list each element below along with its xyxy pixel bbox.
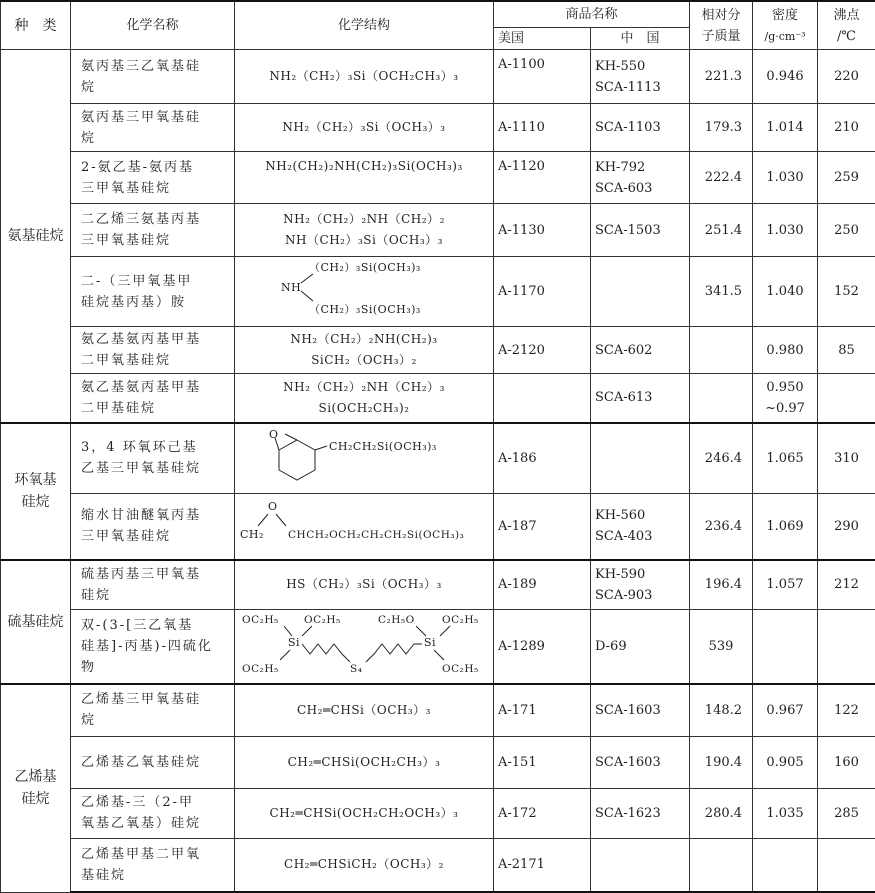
chem-name-line: 烷	[81, 128, 228, 149]
table-row	[1, 423, 875, 494]
bp-value: 250	[818, 204, 875, 257]
structure-cell	[235, 204, 494, 257]
china-code-cell	[591, 327, 690, 374]
header-trade-name: 商品名称	[494, 1, 690, 28]
category-line: 乙烯基	[5, 766, 66, 788]
usa-code: A-189	[494, 560, 591, 610]
mw-value: 196.4	[690, 560, 753, 610]
header-mw-line-1: 相对分	[694, 5, 748, 26]
china-code: KH-550	[595, 56, 685, 77]
usa-code: A-1110	[494, 104, 591, 152]
chem-name-line: 氨丙基三乙氧基硅	[81, 56, 228, 77]
structure-cell	[235, 493, 494, 560]
structure-line: CH₂═CHSiCH₂（OCH₃）₂	[239, 854, 489, 875]
chem-name-line: 氨丙基三甲氧基硅	[81, 107, 228, 128]
china-code-cell	[591, 50, 690, 104]
structure-line: NH₂（CH₂）₃Si（OCH₃）₃	[239, 117, 489, 138]
china-code: KH-792	[595, 157, 685, 178]
bp-value: 160	[818, 736, 875, 788]
usa-code: A-187	[494, 493, 591, 560]
chem-name-cell	[71, 610, 235, 685]
chem-name-line: 硅基]-丙基)-四硫化	[81, 636, 228, 657]
table-row	[1, 493, 875, 560]
table-row	[1, 560, 875, 610]
usa-code: A-171	[494, 684, 591, 736]
china-code: SCA-403	[595, 526, 685, 547]
table-row	[1, 684, 875, 736]
chem-name-line: 2-氨乙基-氨丙基	[81, 157, 228, 178]
chem-name-line: 硅烷基丙基）胺	[81, 292, 228, 313]
chem-name-line: 烷	[81, 710, 228, 731]
bp-value: 285	[818, 788, 875, 838]
table-row	[1, 610, 875, 685]
chem-name-cell	[71, 788, 235, 838]
structure-line: NH₂（CH₂）₂NH(CH₂)₃	[239, 329, 489, 350]
chem-name-line: 硫基丙基三甲氧基	[81, 564, 228, 585]
structure-cell	[235, 560, 494, 610]
structure-top-branch: （CH₂）₃Si(OCH₃)₃	[309, 261, 421, 274]
structure-cell	[235, 423, 494, 494]
structure-line: Si(OCH₂CH₃)₂	[239, 398, 489, 419]
header-bp	[818, 1, 875, 50]
structure-nh: NH	[281, 281, 301, 294]
epoxide-oxygen: O	[269, 428, 279, 441]
chem-name-cell	[71, 50, 235, 104]
density-value: 0.967	[753, 684, 818, 736]
header-density	[753, 1, 818, 50]
chem-name-line: 基硅烷	[81, 865, 228, 886]
chem-name-cell	[71, 104, 235, 152]
bp-value	[818, 838, 875, 892]
bp-value: 85	[818, 327, 875, 374]
ethoxy-right-top-2: OC₂H₅	[442, 614, 479, 626]
usa-code: A-1120	[494, 152, 591, 204]
tetrasulfide-structure	[238, 610, 490, 676]
table-row	[1, 50, 875, 104]
mw-value: 148.2	[690, 684, 753, 736]
mw-value	[690, 327, 753, 374]
header-mw-line-2: 子质量	[694, 26, 748, 47]
china-code-cell	[591, 204, 690, 257]
usa-code: A-172	[494, 788, 591, 838]
header-china: 中 国	[591, 28, 690, 50]
si-bond	[416, 626, 426, 636]
glycidyl-ch2: CH₂	[240, 528, 264, 541]
chem-name-cell	[71, 257, 235, 327]
bp-value	[818, 610, 875, 685]
density-value: 0.980	[753, 327, 818, 374]
si-bond	[440, 626, 450, 636]
bp-value: 290	[818, 493, 875, 560]
usa-code: A-186	[494, 423, 591, 494]
china-code-cell	[591, 736, 690, 788]
glycidoxy-chain: CHCH₂OCH₂CH₂CH₂Si(OCH₃)₃	[288, 529, 464, 541]
mw-value: 251.4	[690, 204, 753, 257]
structure-cell	[235, 610, 494, 685]
bis-amine-structure	[239, 257, 489, 319]
category-vinyl	[1, 684, 71, 892]
side-chain-bond	[315, 446, 327, 450]
bond-up	[301, 274, 313, 283]
china-code: SCA-1113	[595, 77, 685, 98]
table-row	[1, 204, 875, 257]
chem-name-line: 三甲氧基硅烷	[81, 526, 228, 547]
bp-value	[818, 374, 875, 423]
side-chain: CH₂CH₂Si(OCH₃)₃	[329, 440, 437, 453]
structure-line: NH₂(CH₂)₂NH(CH₂)₃Si(OCH₃)₃	[239, 156, 489, 177]
table-row	[1, 104, 875, 152]
category-epoxy	[1, 423, 71, 560]
structure-cell	[235, 327, 494, 374]
table-row	[1, 327, 875, 374]
header-structure: 化学结构	[235, 1, 494, 50]
si-bond	[280, 650, 290, 660]
chem-name-line: 乙基三甲氧基硅烷	[81, 458, 228, 479]
chem-name-cell	[71, 327, 235, 374]
china-code: SCA-1623	[595, 803, 685, 824]
china-code-cell	[591, 104, 690, 152]
chem-name-line: 乙烯基三甲氧基硅	[81, 689, 228, 710]
si-bond	[284, 626, 292, 636]
china-code: KH-560	[595, 505, 685, 526]
glycidyl-oxygen: O	[268, 500, 278, 513]
glycidyl-bond-left	[258, 514, 268, 526]
density-value: 1.065	[753, 423, 818, 494]
header-category: 种 类	[1, 1, 71, 50]
china-code-cell	[591, 257, 690, 327]
china-code-cell	[591, 684, 690, 736]
usa-code: A-1170	[494, 257, 591, 327]
table-row	[1, 736, 875, 788]
china-code: SCA-1103	[595, 117, 685, 138]
chem-name-line: 硅烷	[81, 585, 228, 606]
si-bond	[434, 650, 444, 660]
chem-name-cell	[71, 152, 235, 204]
chem-name-line: 缩水甘油醚氧丙基	[81, 505, 228, 526]
silicon-right: Si	[424, 636, 436, 649]
density-value: ~0.97	[757, 398, 813, 419]
structure-cell	[235, 838, 494, 892]
density-value	[753, 838, 818, 892]
density-value: 0.905	[753, 736, 818, 788]
mw-value: 539	[690, 610, 753, 685]
ethoxy-left-bottom: OC₂H₅	[242, 663, 279, 675]
structure-line: NH₂（CH₂）₃Si（OCH₂CH₃）₃	[239, 66, 489, 87]
bp-value: 212	[818, 560, 875, 610]
chem-name-line: 乙烯基甲基二甲氧	[81, 844, 228, 865]
structure-cell	[235, 50, 494, 104]
bp-value: 152	[818, 257, 875, 327]
chem-name-cell	[71, 838, 235, 892]
chem-name-line: 二甲基硅烷	[81, 398, 228, 419]
chem-name-cell	[71, 374, 235, 423]
chem-name-cell	[71, 684, 235, 736]
category-line: 硅烷	[5, 788, 66, 810]
structure-line: NH₂（CH₂）₂NH（CH₂）₃	[239, 377, 489, 398]
chem-name-line: 二甲氧基硅烷	[81, 350, 228, 371]
structure-line: NH（CH₂）₃Si（OCH₃）₃	[239, 230, 489, 251]
header-density-line-1: 密度	[757, 5, 813, 26]
chem-name-cell	[71, 423, 235, 494]
structure-cell	[235, 152, 494, 204]
category-amino: 氨基硅烷	[1, 50, 71, 423]
bp-value: 210	[818, 104, 875, 152]
usa-code	[494, 374, 591, 423]
category-line: 硅烷	[5, 491, 66, 513]
china-code: D-69	[595, 636, 685, 657]
china-code-cell	[591, 423, 690, 494]
usa-code: A-1130	[494, 204, 591, 257]
chem-name-line: 烷	[81, 77, 228, 98]
header-density-line-2: /g·cm⁻³	[757, 26, 813, 47]
cyclohexane-ring	[279, 440, 315, 480]
china-code: SCA-1603	[595, 752, 685, 773]
china-code-cell	[591, 152, 690, 204]
bp-value: 122	[818, 684, 875, 736]
chem-name-line: 双-(3-[三乙氧基	[81, 615, 228, 636]
structure-cell	[235, 788, 494, 838]
chem-name-line: 二-（三甲氧基甲	[81, 271, 228, 292]
chem-name-line: 三甲氧基硅烷	[81, 178, 228, 199]
density-value: 1.030	[753, 152, 818, 204]
chem-name-line: 三甲氧基硅烷	[81, 230, 228, 251]
chem-name-line: 乙烯基乙氧基硅烷	[81, 752, 228, 773]
structure-bottom-branch: （CH₂）₃Si(OCH₃)₃	[309, 303, 421, 316]
header-bp-line-2: /℃	[822, 26, 871, 47]
mw-value	[690, 838, 753, 892]
table-row	[1, 788, 875, 838]
propyl-chain-right	[366, 644, 422, 662]
china-code: SCA-903	[595, 585, 685, 606]
tetrasulfide-s4: S₄	[350, 663, 362, 675]
propyl-chain-left	[302, 644, 350, 662]
usa-code: A-1100	[494, 50, 591, 104]
mw-value: 341.5	[690, 257, 753, 327]
mw-value: 280.4	[690, 788, 753, 838]
china-code-cell	[591, 493, 690, 560]
structure-cell	[235, 736, 494, 788]
density-value: 1.014	[753, 104, 818, 152]
chem-name-cell	[71, 493, 235, 560]
mw-value: 221.3	[690, 50, 753, 104]
china-code: SCA-613	[595, 387, 685, 408]
ethoxy-left-top: OC₂H₅	[242, 614, 279, 626]
usa-code: A-2171	[494, 838, 591, 892]
density-value: 1.069	[753, 493, 818, 560]
si-bond	[302, 626, 312, 636]
structure-line: SiCH₂（OCH₃）₂	[239, 350, 489, 371]
silicon-left: Si	[288, 636, 300, 649]
chem-name-cell	[71, 736, 235, 788]
mw-value: 179.3	[690, 104, 753, 152]
density-value: 0.946	[753, 50, 818, 104]
china-code-cell	[591, 610, 690, 685]
china-code-cell	[591, 838, 690, 892]
header-usa: 美国	[494, 28, 591, 50]
density-value: 1.030	[753, 204, 818, 257]
chem-name-line: 乙烯基-三（2-甲	[81, 792, 228, 813]
chem-name-line: 氨乙基氨丙基甲基	[81, 377, 228, 398]
category-line: 环氧基	[5, 469, 66, 491]
mw-value: 236.4	[690, 493, 753, 560]
bp-value: 310	[818, 423, 875, 494]
category-sulfur: 硫基硅烷	[1, 560, 71, 685]
china-code-cell	[591, 374, 690, 423]
structure-cell	[235, 374, 494, 423]
header-chem-name: 化学名称	[71, 1, 235, 50]
chem-name-cell	[71, 204, 235, 257]
usa-code: A-2120	[494, 327, 591, 374]
structure-cell	[235, 257, 494, 327]
chem-name-line: 二乙烯三氨基丙基	[81, 209, 228, 230]
china-code: KH-590	[595, 564, 685, 585]
china-code: SCA-603	[595, 178, 685, 199]
header-mw	[690, 1, 753, 50]
bp-value: 220	[818, 50, 875, 104]
epoxycyclohexyl-structure	[239, 424, 489, 486]
structure-line: CH₂═CHSi(OCH₂CH₂OCH₃）₃	[239, 803, 489, 824]
table-row	[1, 374, 875, 423]
density-value: 0.950	[757, 377, 813, 398]
structure-line: CH₂═CHSi(OCH₂CH₃）₃	[239, 752, 489, 773]
mw-value: 190.4	[690, 736, 753, 788]
structure-line: NH₂（CH₂）₂NH（CH₂）₂	[239, 209, 489, 230]
bp-value: 259	[818, 152, 875, 204]
density-value: 1.035	[753, 788, 818, 838]
structure-line: CH₂═CHSi（OCH₃）₃	[239, 700, 489, 721]
table-row	[1, 838, 875, 892]
table-row	[1, 257, 875, 327]
density-value: 1.057	[753, 560, 818, 610]
ethoxy-right-bottom: OC₂H₅	[442, 663, 479, 675]
glycidyl-bond-right	[276, 514, 286, 526]
glycidoxy-structure	[238, 494, 490, 552]
structure-cell	[235, 104, 494, 152]
china-code: SCA-602	[595, 340, 685, 361]
ethoxy-right-top: C₂H₅O	[378, 614, 415, 626]
density-value-cell	[753, 374, 818, 423]
chem-name-line: 3，4 环氧环己基	[81, 437, 228, 458]
epoxide-bond-2	[285, 434, 297, 440]
china-code-cell	[591, 788, 690, 838]
mw-value	[690, 374, 753, 423]
chem-name-line: 氧基乙氧基）硅烷	[81, 813, 228, 834]
china-code: SCA-1603	[595, 700, 685, 721]
bond-down	[301, 291, 313, 301]
chem-name-line: 氨乙基氨丙基甲基	[81, 329, 228, 350]
chem-name-cell	[71, 560, 235, 610]
structure-cell	[235, 684, 494, 736]
structure-line: HS（CH₂）₃Si（OCH₃）₃	[239, 574, 489, 595]
table-row	[1, 152, 875, 204]
china-code: SCA-1503	[595, 220, 685, 241]
header-bp-line-1: 沸点	[822, 5, 871, 26]
usa-code: A-151	[494, 736, 591, 788]
ethoxy-left-top-2: OC₂H₅	[304, 614, 341, 626]
mw-value: 246.4	[690, 423, 753, 494]
header-row-1	[1, 1, 875, 28]
density-value	[753, 610, 818, 685]
mw-value: 222.4	[690, 152, 753, 204]
chem-name-line: 物	[81, 657, 228, 678]
density-value: 1.040	[753, 257, 818, 327]
china-code-cell	[591, 560, 690, 610]
usa-code: A-1289	[494, 610, 591, 685]
